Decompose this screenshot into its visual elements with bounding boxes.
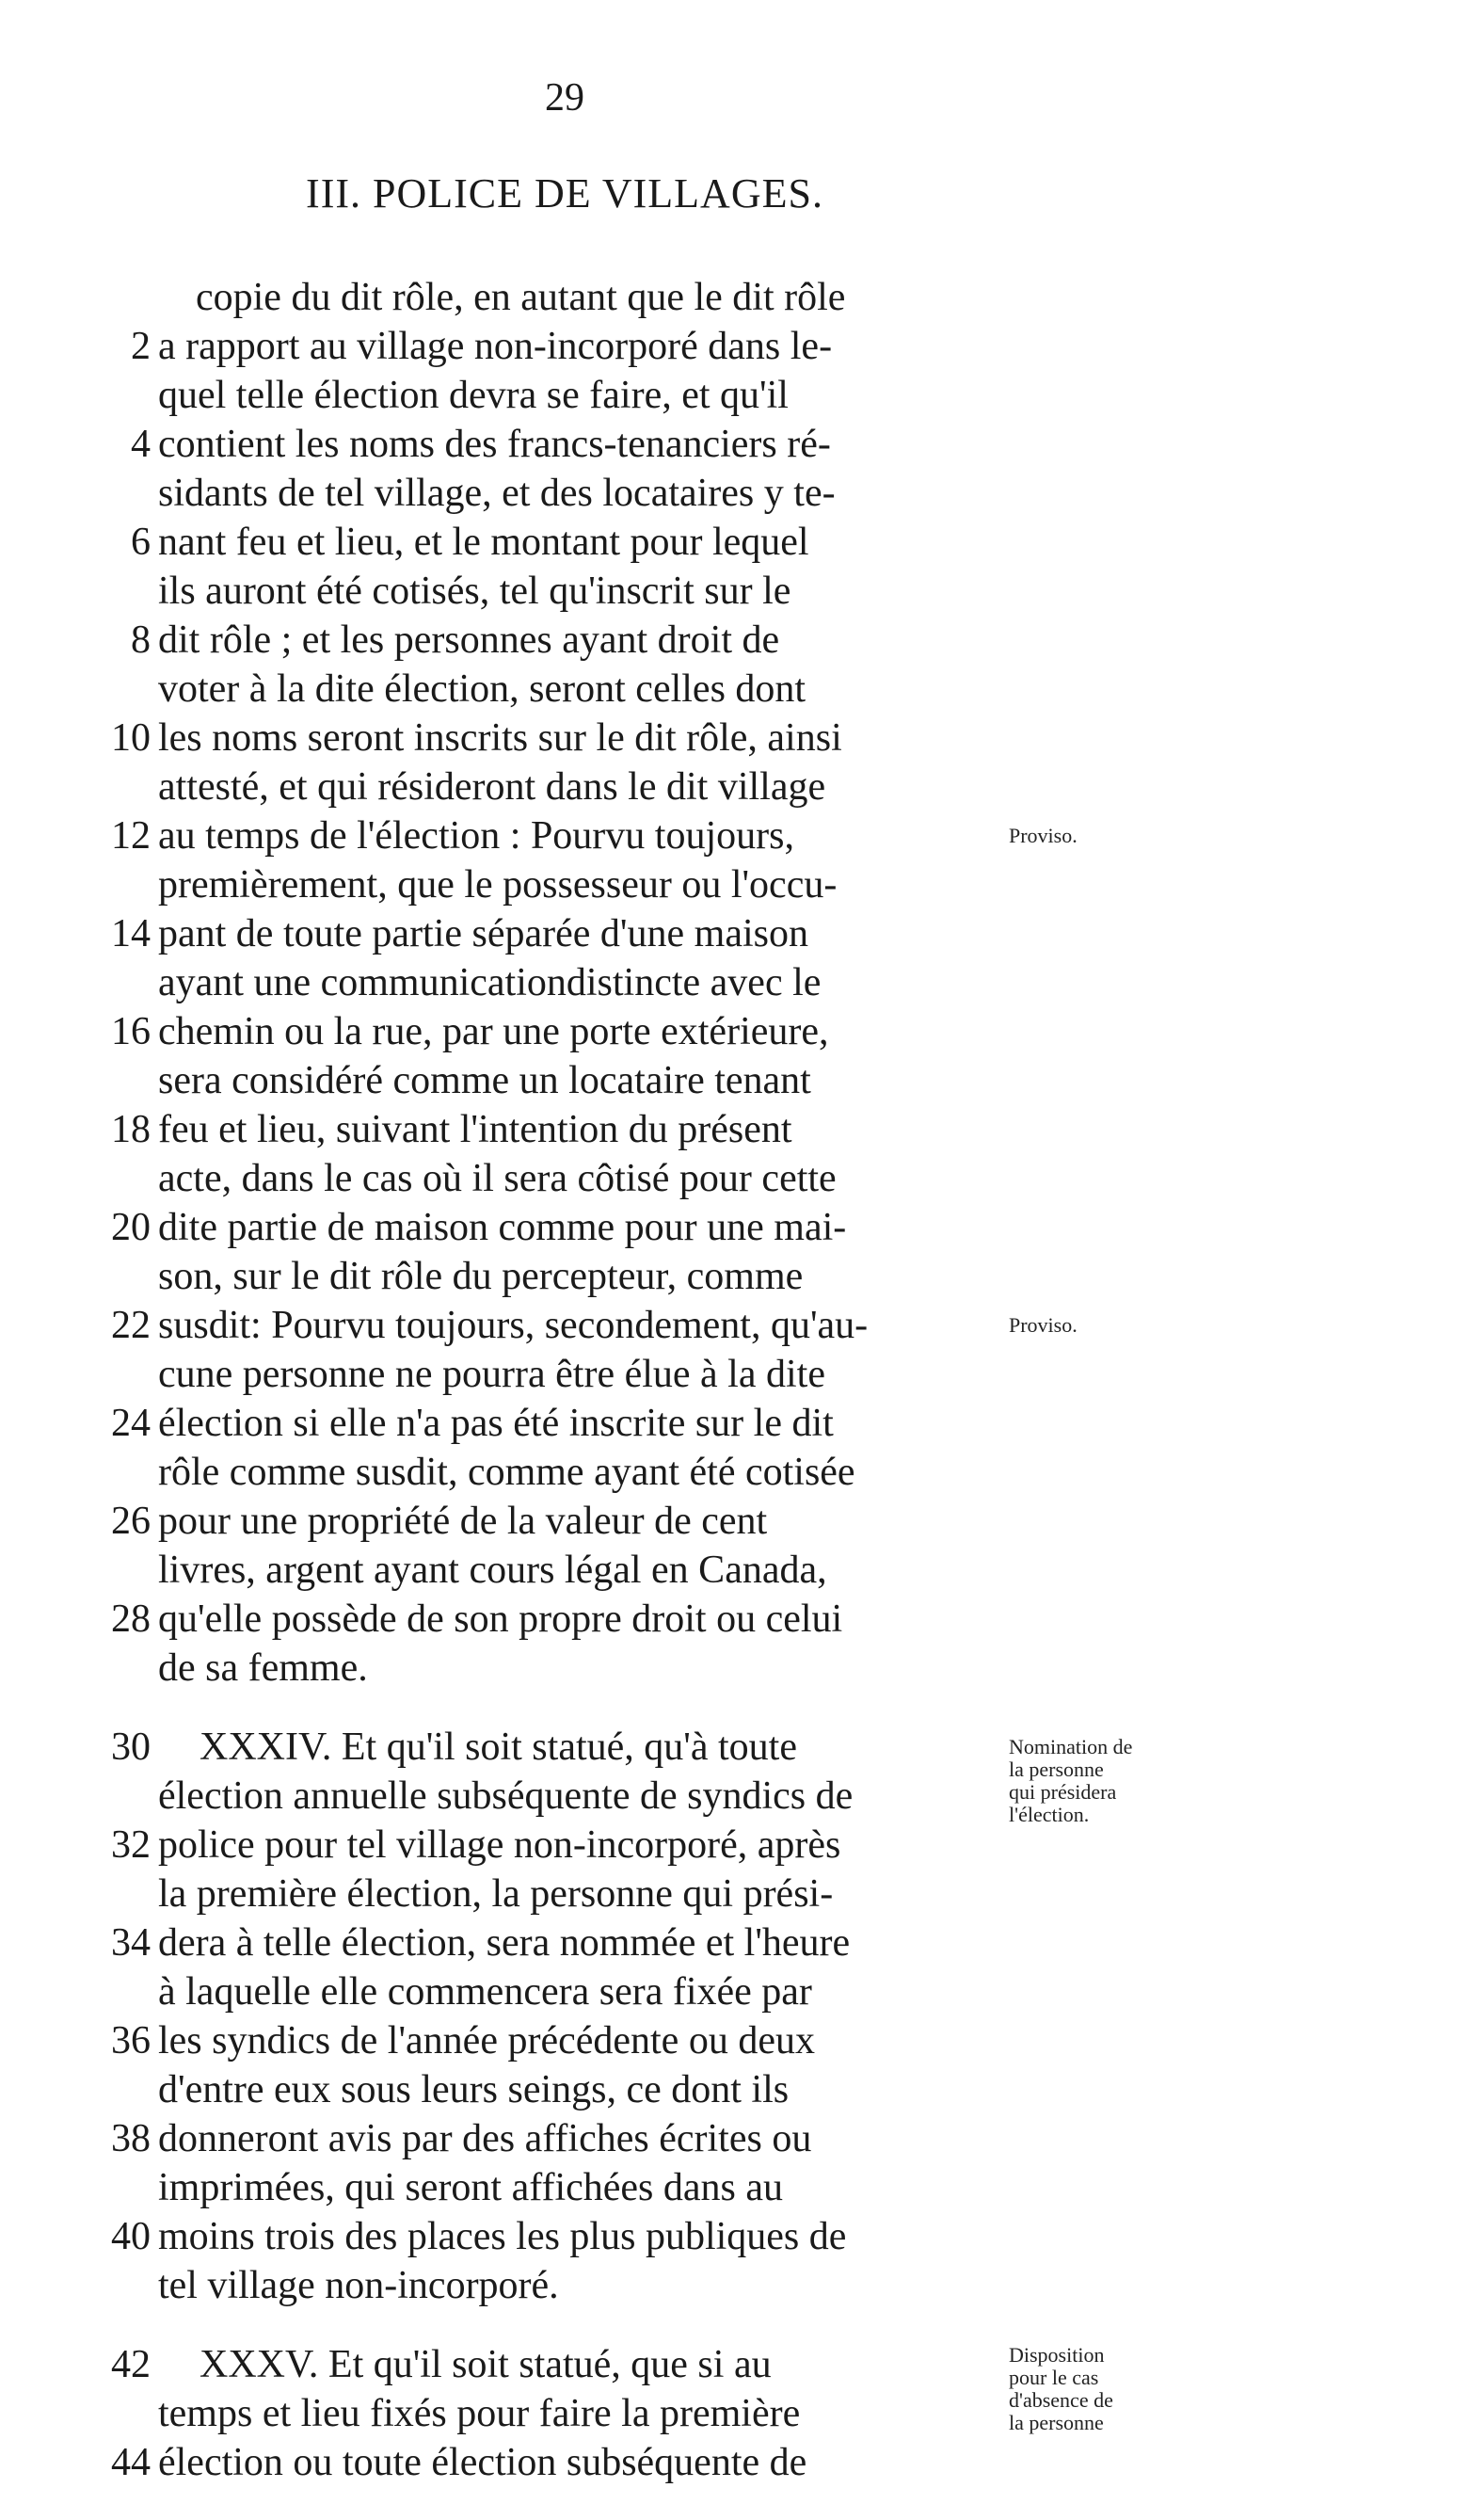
line-text: sidants de tel village, et des locataires y te- xyxy=(158,472,836,515)
text-line xyxy=(94,1644,1016,1693)
line-text: attesté, et qui résideront dans le dit village xyxy=(158,765,826,809)
line-text: quel telle élection devra se faire, et qu'il xyxy=(158,374,789,417)
line-text: élection si elle n'a pas été inscrite sur le dit xyxy=(158,1402,834,1445)
line-number: 38 xyxy=(111,2117,151,2160)
text-line xyxy=(94,1350,1016,1399)
line-text: élection ou toute élection subséquente de xyxy=(158,2441,807,2484)
line-number: 36 xyxy=(111,2019,151,2063)
line-text: élection annuelle subséquente de syndics de xyxy=(158,1774,854,1818)
text-line xyxy=(94,762,1016,811)
line-text: cune personne ne pourra être élue à la dite xyxy=(158,1353,825,1396)
line-text: dit rôle ; et les personnes ayant droit de xyxy=(158,618,780,662)
margin-note-line: Disposition xyxy=(1009,2343,1105,2367)
text-line xyxy=(94,2340,1016,2389)
line-text: de sa femme. xyxy=(158,1646,368,1690)
text-line xyxy=(94,1399,1016,1448)
line-text: la première élection, la personne qui prési- xyxy=(158,1872,834,1916)
text-line xyxy=(94,2016,1016,2065)
text-line xyxy=(94,469,1016,518)
text-line xyxy=(94,2114,1016,2163)
line-text: nant feu et lieu, et le montant pour lequel xyxy=(158,521,809,564)
text-line xyxy=(94,909,1016,958)
line-text: les syndics de l'année précédente ou deux xyxy=(158,2019,815,2063)
line-text: donneront avis par des affiches écrites ou xyxy=(158,2117,812,2160)
line-number: 2 xyxy=(131,325,151,368)
line-number: 28 xyxy=(111,1597,151,1641)
line-text: au temps de l'élection : Pourvu toujours, xyxy=(158,814,794,858)
line-text: tel village non-incorporé. xyxy=(158,2264,559,2307)
text-line xyxy=(94,2065,1016,2114)
text-line xyxy=(94,1056,1016,1105)
line-text: premièrement, que le possesseur ou l'occu- xyxy=(158,863,838,907)
margin-note-line: pour le cas xyxy=(1009,2366,1099,2389)
text-line xyxy=(94,2389,1016,2438)
running-head: III. POLICE DE VILLAGES. xyxy=(306,170,823,217)
text-line xyxy=(94,371,1016,420)
line-text: acte, dans le cas où il sera côtisé pour cette xyxy=(158,1157,837,1200)
text-line xyxy=(94,1007,1016,1056)
line-text: ayant une communicationdistincte avec le xyxy=(158,961,822,1004)
margin-note-proviso: Proviso. xyxy=(1009,824,1078,847)
text-line xyxy=(94,860,1016,909)
text-line xyxy=(94,1203,1016,1252)
line-number: 24 xyxy=(111,1402,151,1445)
text-line xyxy=(94,1154,1016,1203)
text-line xyxy=(94,1497,1016,1546)
line-number: 18 xyxy=(111,1108,151,1151)
line-text: qu'elle possède de son propre droit ou celui xyxy=(158,1597,843,1641)
line-text: moins trois des places les plus publiques de xyxy=(158,2215,847,2258)
text-line xyxy=(94,420,1016,469)
text-line xyxy=(94,811,1016,860)
text-line xyxy=(94,1772,1016,1821)
line-number: 4 xyxy=(131,423,151,466)
text-line xyxy=(94,1595,1016,1644)
text-line xyxy=(94,1918,1016,1967)
line-text: chemin ou la rue, par une porte extérieure, xyxy=(158,1010,829,1053)
line-number: 42 xyxy=(111,2343,151,2386)
line-number: 14 xyxy=(111,912,151,955)
line-number: 22 xyxy=(111,1304,151,1347)
text-line xyxy=(94,714,1016,762)
line-number: 8 xyxy=(131,618,151,662)
text-line xyxy=(94,1967,1016,2016)
margin-note-line: la personne xyxy=(1009,1758,1104,1781)
line-text: police pour tel village non-incorporé, après xyxy=(158,1823,841,1867)
margin-note-line: la personne xyxy=(1009,2411,1104,2434)
line-number: 26 xyxy=(111,1500,151,1543)
line-text: livres, argent ayant cours légal en Canada, xyxy=(158,1549,827,1592)
text-line xyxy=(94,2438,1016,2487)
text-line xyxy=(94,1448,1016,1497)
margin-note-line: l'élection. xyxy=(1009,1803,1090,1826)
line-text: voter à la dite élection, seront celles dont xyxy=(158,667,806,711)
line-text: ils auront été cotisés, tel qu'inscrit sur le xyxy=(158,570,791,613)
margin-note-disposition xyxy=(1009,2344,1113,2434)
line-text: XXXIV. Et qu'il soit statué, qu'à toute xyxy=(200,1725,797,1769)
page-number: 29 xyxy=(545,76,584,120)
line-number: 20 xyxy=(111,1206,151,1249)
line-text: sera considéré comme un locataire tenant xyxy=(158,1059,811,1102)
line-number: 44 xyxy=(111,2441,151,2484)
margin-note-line: Nomination de xyxy=(1009,1735,1133,1758)
margin-note-nomination xyxy=(1009,1736,1132,1826)
line-text: XXXV. Et qu'il soit statué, que si au xyxy=(200,2343,772,2386)
text-line xyxy=(94,958,1016,1007)
line-text: temps et lieu fixés pour faire la première xyxy=(158,2392,801,2435)
line-number: 12 xyxy=(111,814,151,858)
line-number: 34 xyxy=(111,1921,151,1965)
line-number: 10 xyxy=(111,716,151,760)
text-line xyxy=(94,665,1016,714)
text-line xyxy=(94,616,1016,665)
line-text: imprimées, qui seront affichées dans au xyxy=(158,2166,784,2209)
text-line xyxy=(94,1870,1016,1918)
line-number: 32 xyxy=(111,1823,151,1867)
text-line xyxy=(94,518,1016,567)
line-text: dera à telle élection, sera nommée et l'heure xyxy=(158,1921,851,1965)
margin-note-line: qui présidera xyxy=(1009,1780,1117,1804)
text-line xyxy=(94,273,1016,322)
line-text: son, sur le dit rôle du percepteur, comme xyxy=(158,1255,804,1298)
margin-note-proviso: Proviso. xyxy=(1009,1313,1078,1337)
line-text: pour une propriété de la valeur de cent xyxy=(158,1500,768,1543)
line-text: à laquelle elle commencera sera fixée par xyxy=(158,1970,812,2014)
line-number: 16 xyxy=(111,1010,151,1053)
line-text: susdit: Pourvu toujours, secondement, qu'au- xyxy=(158,1304,869,1347)
line-text: contient les noms des francs-tenanciers ré- xyxy=(158,423,831,466)
text-line xyxy=(94,1821,1016,1870)
text-line xyxy=(94,1546,1016,1595)
text-line xyxy=(94,1105,1016,1154)
margin-note-line: d'absence de xyxy=(1009,2388,1113,2412)
text-line xyxy=(94,1252,1016,1301)
text-line xyxy=(94,1301,1016,1350)
line-text: rôle comme susdit, comme ayant été cotisée xyxy=(158,1451,855,1494)
text-line xyxy=(94,2212,1016,2261)
line-number: 6 xyxy=(131,521,151,564)
line-text: dite partie de maison comme pour une mai- xyxy=(158,1206,847,1249)
line-text: d'entre eux sous leurs seings, ce dont ils xyxy=(158,2068,790,2111)
line-text: pant de toute partie séparée d'une maison xyxy=(158,912,808,955)
text-line xyxy=(94,1723,1016,1772)
line-number: 30 xyxy=(111,1725,151,1769)
text-line xyxy=(94,2261,1016,2310)
text-line xyxy=(94,567,1016,616)
text-line xyxy=(94,322,1016,371)
text-line xyxy=(94,2163,1016,2212)
line-number: 40 xyxy=(111,2215,151,2258)
line-text: les noms seront inscrits sur le dit rôle, ainsi xyxy=(158,716,842,760)
line-text: a rapport au village non-incorporé dans le- xyxy=(158,325,833,368)
line-text: feu et lieu, suivant l'intention du présent xyxy=(158,1108,792,1151)
line-text: copie du dit rôle, en autant que le dit rôle xyxy=(196,276,846,319)
